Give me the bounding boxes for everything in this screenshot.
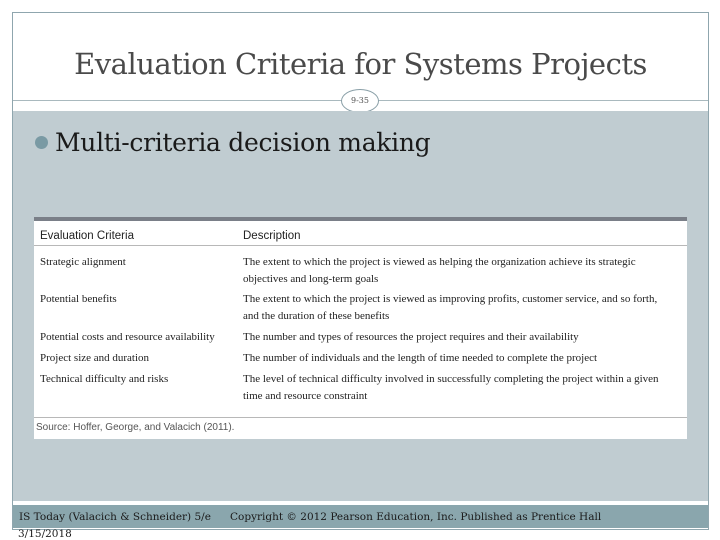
- page-number-badge: 9-35: [341, 89, 379, 113]
- table-cell-criteria: Potential benefits: [40, 293, 117, 305]
- table-cell-description: and the duration of these benefits: [243, 310, 390, 322]
- table-cell-description: The number and types of resources the project requires and their availability: [243, 331, 579, 343]
- footer-date: 3/15/2018: [18, 528, 72, 540]
- table-header-criteria: Evaluation Criteria: [40, 230, 134, 242]
- table-source: Source: Hoffer, George, and Valacich (2011).: [36, 422, 235, 433]
- table-header-description: Description: [243, 230, 301, 242]
- table-cell-criteria: Strategic alignment: [40, 256, 126, 268]
- table-cell-description: The extent to which the project is viewed as improving profits, customer service, and so forth,: [243, 293, 658, 305]
- footer-course: IS Today (Valacich & Schneider) 5/e: [19, 511, 211, 523]
- slide-title: Evaluation Criteria for Systems Projects: [74, 47, 647, 81]
- table-header-row: [34, 221, 687, 246]
- table-cell-criteria: Potential costs and resource availability: [40, 331, 215, 343]
- table-cell-description: time and resource constraint: [243, 390, 368, 402]
- table-cell-description: The extent to which the project is viewed as helping the organization achieve its strategic: [243, 256, 636, 268]
- slide: [12, 12, 709, 530]
- bullet-icon: [35, 136, 48, 149]
- table-cell-description: The level of technical difficulty involved in successfully completing the project within a given: [243, 373, 659, 385]
- table-cell-description: objectives and long-term goals: [243, 273, 379, 285]
- criteria-table: [34, 217, 687, 439]
- bullet-text: Multi-criteria decision making: [55, 128, 431, 157]
- footer-copyright: Copyright © 2012 Pearson Education, Inc. Published as Prentice Hall: [230, 511, 602, 523]
- table-cell-criteria: Technical difficulty and risks: [40, 373, 169, 385]
- footer-bar: [13, 505, 708, 528]
- table-cell-criteria: Project size and duration: [40, 352, 150, 364]
- source-divider: [34, 417, 687, 418]
- table-cell-description: The number of individuals and the length of time needed to complete the project: [243, 352, 598, 364]
